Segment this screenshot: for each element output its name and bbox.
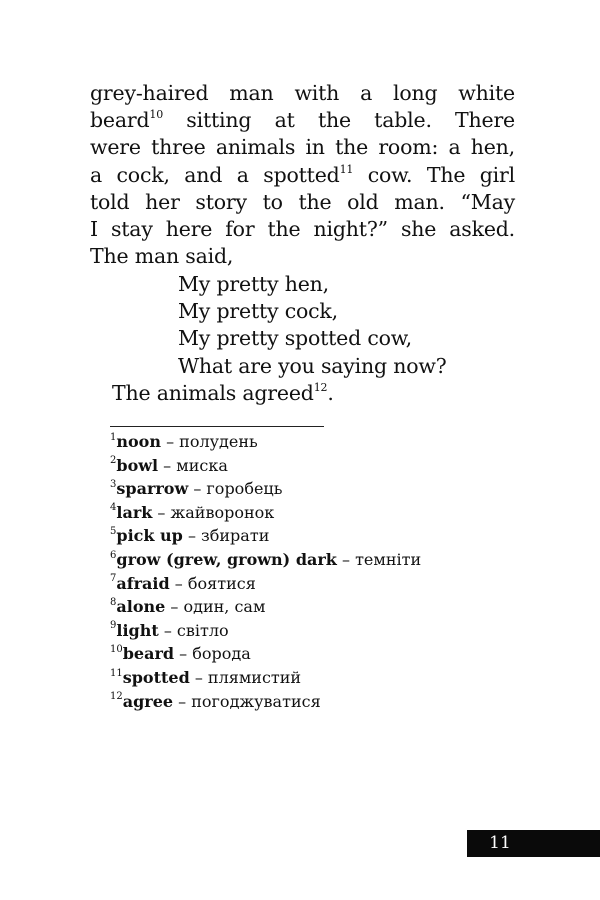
footnote-translation: миска (176, 455, 228, 475)
text-fragment: sitting at the table. There (163, 108, 515, 133)
text-fragment: cow. The girl (353, 162, 515, 187)
footnote-number: 3 (110, 478, 117, 490)
poem-line: What are you saying now? (178, 353, 447, 378)
footnote-separator: – (158, 455, 177, 475)
footnote-separator: – (152, 502, 171, 522)
text-line: told her story to the old man. “May (90, 189, 515, 214)
footnote-number: 4 (110, 502, 117, 514)
footnote-item (110, 501, 530, 525)
footnote-term: lark (116, 502, 153, 522)
text-line: grey-haired man with a long white (90, 81, 515, 105)
footnote-item (110, 666, 530, 690)
footnote-separator: – (158, 620, 177, 640)
footnote-item (110, 619, 530, 643)
text-fragment: The animals agreed (112, 381, 314, 405)
footnote-ref: 10 (149, 108, 164, 122)
story-paragraph (90, 80, 515, 270)
footnote-translation: світло (176, 620, 229, 640)
footnote-separator: – (160, 432, 180, 451)
footnote-item (110, 548, 530, 572)
footnote-item (110, 690, 530, 714)
text-fragment: . (327, 381, 334, 405)
text-line: The man said, (90, 244, 234, 269)
footnote-item (110, 524, 530, 548)
footnote-term: sparrow (116, 479, 189, 499)
text-line (90, 107, 515, 134)
poem-line: My pretty cock, (178, 299, 338, 324)
footnote-separator: – (165, 597, 184, 617)
footnote-term: alone (116, 597, 166, 617)
footnote-number: 5 (110, 526, 117, 538)
footnote-item (110, 595, 530, 619)
footnote-separator: – (189, 667, 208, 687)
text-fragment: beard (90, 108, 150, 133)
footnote-number: 8 (110, 596, 117, 608)
footnote-term: spotted (122, 667, 190, 687)
footnote-translation: темніти (355, 549, 422, 569)
footnote-translation: горобець (206, 479, 283, 499)
footnote-translation: полудень (179, 432, 258, 451)
footnote-separator: – (174, 644, 193, 664)
footnote-translation: збирати (201, 526, 270, 546)
footnote-term: grow (grew, grown) dark (116, 549, 337, 569)
text-line: were three animals in the room: a hen, (90, 135, 515, 160)
closing-line (112, 380, 334, 407)
footnote-term: afraid (116, 573, 170, 593)
poem-verse (178, 271, 447, 380)
footnote-translation: боятися (187, 573, 256, 593)
text-line (90, 162, 515, 189)
page-number-bar (467, 830, 600, 857)
footnote-divider (110, 426, 324, 427)
footnote-translation: борода (192, 644, 251, 664)
footnote-term: pick up (116, 526, 183, 546)
footnote-number: 6 (110, 549, 117, 561)
footnote-number: 2 (110, 455, 117, 467)
footnote-ref: 11 (339, 162, 354, 176)
footnote-number: 9 (110, 620, 117, 632)
page-number: 11 (489, 833, 511, 853)
footnote-separator: – (169, 573, 188, 593)
footnote-number: 11 (110, 667, 123, 679)
footnote-number: 1 (110, 431, 117, 443)
footnote-number: 12 (110, 691, 123, 703)
footnote-term: noon (116, 432, 161, 451)
footnote-separator: – (188, 479, 207, 499)
footnote-ref: 12 (313, 381, 328, 395)
poem-line: My pretty hen, (178, 272, 329, 296)
footnote-translation: один, сам (183, 597, 266, 617)
footnote-item (110, 454, 530, 478)
footnotes-list (110, 430, 530, 713)
footnote-translation: жайворонок (170, 502, 275, 522)
footnote-term: light (116, 620, 159, 640)
footnote-translation: плямистий (207, 667, 302, 687)
poem-line: My pretty spotted cow, (178, 326, 413, 351)
text-line: I stay here for the night?” she asked. (90, 217, 515, 242)
footnote-separator: – (173, 691, 192, 711)
footnote-term: bowl (116, 455, 159, 475)
footnote-item (110, 477, 530, 501)
footnote-separator: – (182, 526, 202, 546)
footnote-translation: погоджуватися (191, 691, 321, 711)
footnote-separator: – (336, 549, 356, 569)
footnote-item (110, 430, 530, 454)
footnote-term: agree (122, 691, 174, 711)
footnote-number: 10 (110, 644, 123, 656)
footnote-term: beard (122, 644, 175, 664)
footnote-item (110, 572, 530, 596)
footnote-number: 7 (110, 573, 117, 585)
footnote-item (110, 642, 530, 666)
text-fragment: a cock, and a spotted (90, 162, 340, 187)
